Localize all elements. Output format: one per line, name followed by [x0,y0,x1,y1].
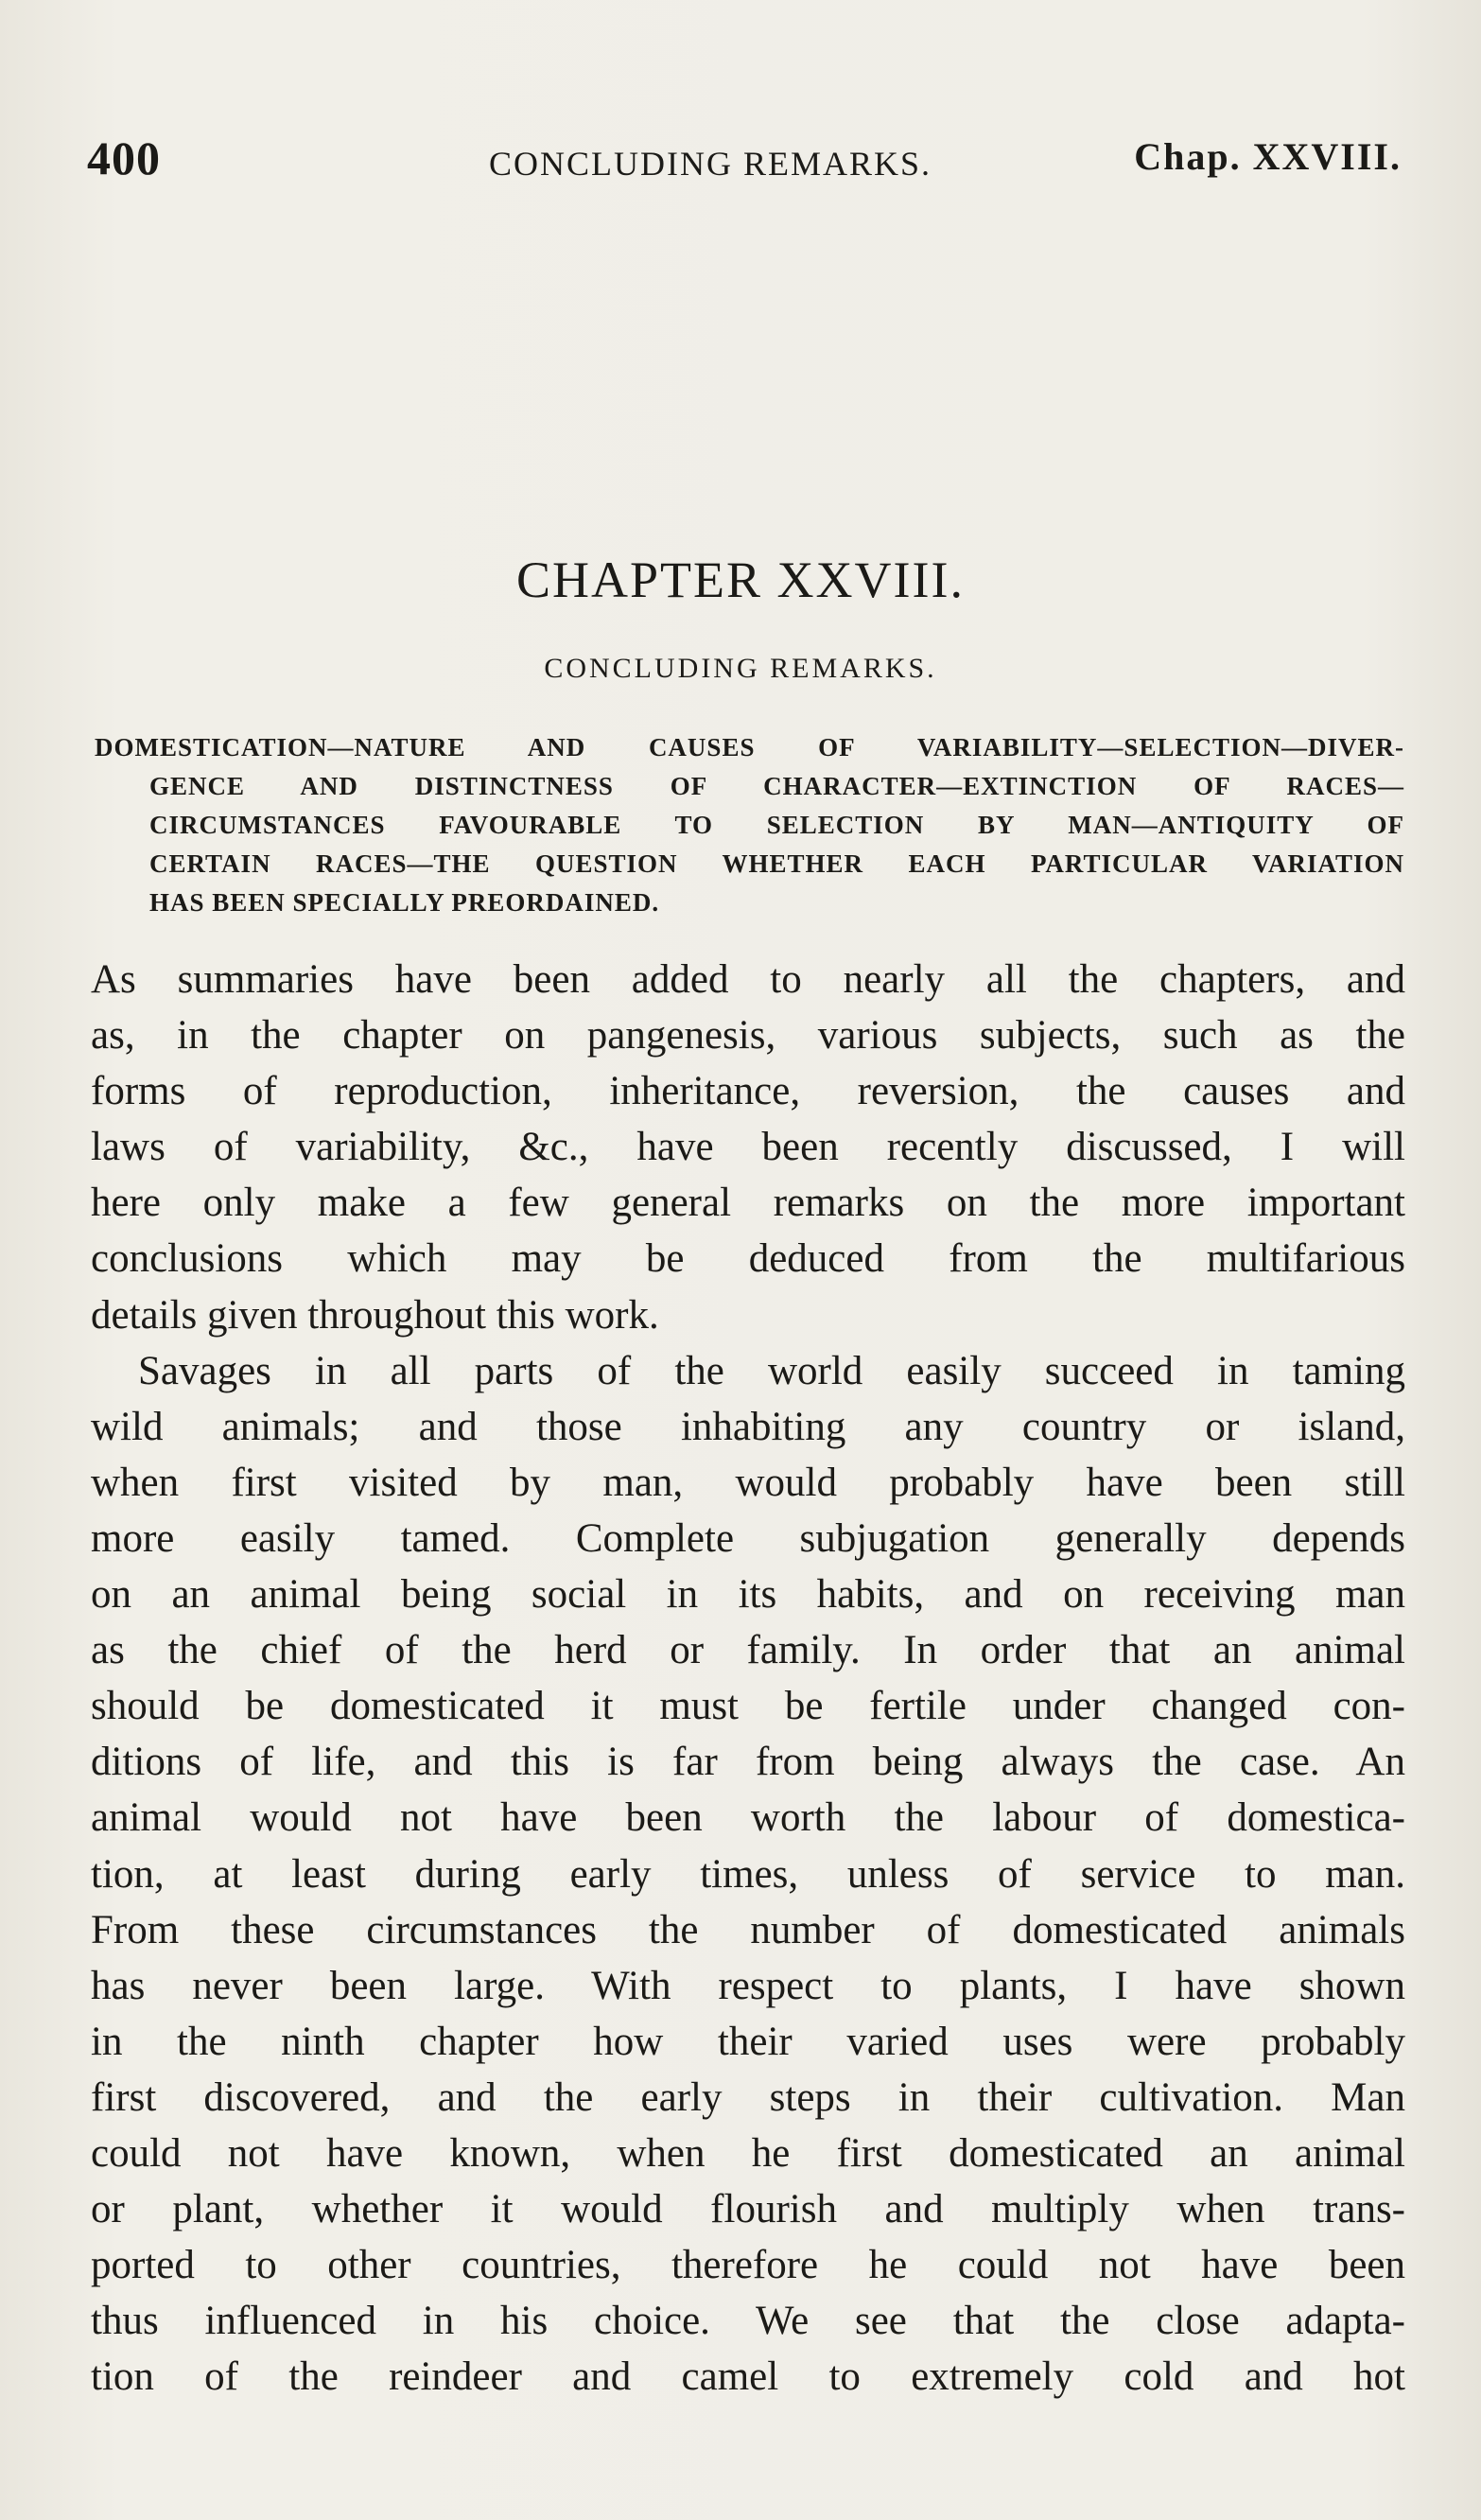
text-line: has never been large. With respect to plants, I have shown [91,1963,1405,2008]
synopsis-line: CIRCUMSTANCES FAVOURABLE TO SELECTION BY MAN—ANTIQUITY OF [149,811,1404,839]
running-head [87,131,1402,187]
text-line: here only make a few general remarks on the more important [91,1181,1405,1226]
chapter-subtitle: CONCLUDING REMARKS. [544,653,937,684]
running-chapter-label: Chap. XXVIII. [1134,135,1402,178]
text-line: ditions of life, and this is far from being always the case. An [91,1740,1405,1785]
text-line: animal would not have been worth the labour of domestica- [91,1795,1405,1841]
running-title: CONCLUDING REMARKS. [489,145,932,183]
text-line: when first visited by man, would probably have been still [91,1460,1405,1505]
chapter-synopsis [95,728,1404,922]
text-line: details given throughout this work. [91,1292,659,1338]
text-line: in the ninth chapter how their varied uses were probably [91,2019,1405,2064]
text-line: could not have known, when he first domesticated an animal [91,2130,1405,2176]
text-line: tion, at least during early times, unless of service to man. [91,1851,1405,1897]
text-line: on an animal being social in its habits, and on receiving man [91,1572,1405,1618]
text-line: ported to other countries, therefore he could not have been [91,2243,1405,2288]
text-line: forms of reproduction, inheritance, reversion, the causes and [91,1069,1405,1114]
text-line: as, in the chapter on pangenesis, various subjects, such as the [91,1013,1405,1059]
body-text [91,952,1405,2405]
text-line: thus influenced in his choice. We see that the close adapta- [91,2299,1405,2344]
text-line: as the chief of the herd or family. In order that an animal [91,1628,1405,1673]
text-line: first discovered, and the early steps in their cultivation. Man [91,2074,1405,2120]
text-line: or plant, whether it would flourish and multiply when trans- [91,2187,1405,2232]
text-line: From these circumstances the number of domesticated animals [91,1907,1405,1952]
text-line: more easily tamed. Complete subjugation generally depends [91,1515,1405,1561]
text-line: should be domesticated it must be fertile under changed con- [91,1684,1405,1729]
page-number: 400 [87,131,161,184]
chapter-heading: CHAPTER XXVIII. [516,551,965,608]
text-line: Savages in all parts of the world easily succeed in taming [138,1348,1405,1393]
synopsis-line: DOMESTICATION—NATURE AND CAUSES OF VARIABILITY—SELECTION—DIVER- [95,733,1404,761]
text-line: As summaries have been added to nearly all the chapters, and [91,957,1405,1002]
synopsis-line: GENCE AND DISTINCTNESS OF CHARACTER—EXTINCTION OF RACES— [149,772,1404,800]
text-line: laws of variability, &c., have been recently discussed, I will [91,1125,1405,1170]
synopsis-line: CERTAIN RACES—THE QUESTION WHETHER EACH PARTICULAR VARIATION [149,849,1404,878]
text-line: conclusions which may be deduced from the multifarious [91,1236,1405,1282]
text-line: wild animals; and those inhabiting any country or island, [91,1404,1405,1449]
text-line: tion of the reindeer and camel to extremely cold and hot [91,2354,1405,2400]
synopsis-line: HAS BEEN SPECIALLY PREORDAINED. [149,888,660,917]
